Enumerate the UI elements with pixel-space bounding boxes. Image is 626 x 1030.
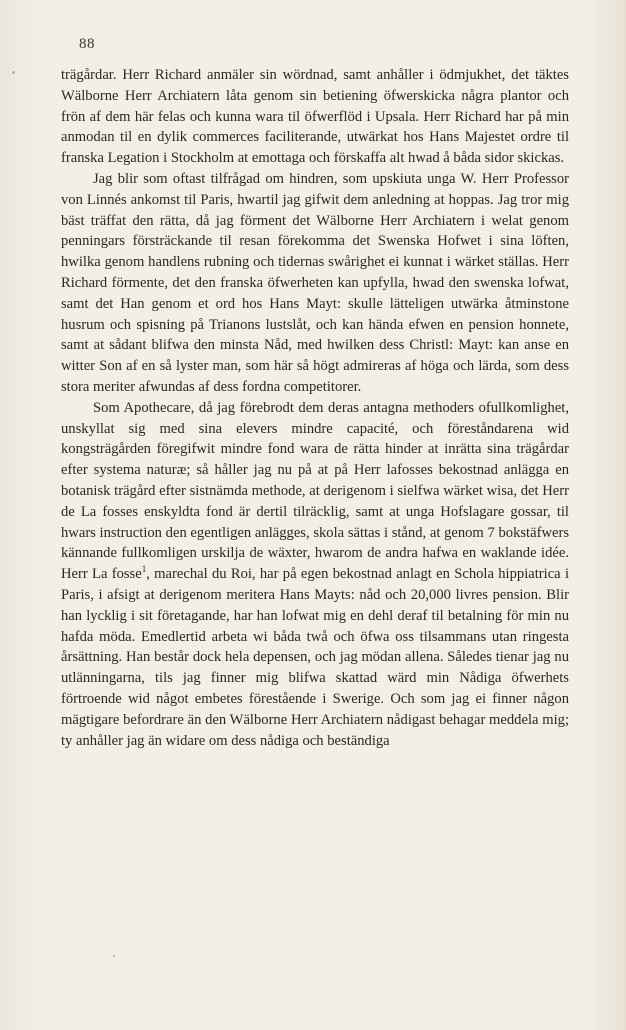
body-text (61, 65, 569, 751)
paper-speck (12, 71, 15, 74)
paragraph-3-text-end: , marechal du Roi, har på egen bekostnad anlagt en Schola hippiatrica i Paris, i afsigt at derigenom meritera Hans Mayts: nåd och 20,000 livres pension. Blir han lycklig i sit företagande, har han lofwat mig en dehl deraf til betalning för min nu hafda möda. Emedlertid arbeta wi båda twå och öfwa oss tilsammans utan ringesta årsättning. Han består dock hela depensen, och jag mödan allena. Således tienar jag nu utlänningarna, tils jag finner mig blifwa skattad wärd min Nådiga öfwerhets förtroende wid något embetes förestående i Swerige. Och som jag ei finner någon mägtigare befordrare än den Wälborne Herr Archiatern nådigast behagar meddela mig; ty anhåller jag än widare om dess nådiga och beständiga (61, 566, 570, 749)
paragraph-2: Jag blir som oftast tilfrågad om hindren, som upskiuta unga W. Herr Professor von Linnés ankomst til Paris, hwartil jag gifwit dem anledning at hoppas. Jag tror mig bäst träffat den rätta, då jag förment det Wälborne Herr Archiatern i welat genom penningars försträckande til resan förekomma det Swenska Hofwet i sina löften, hwilka genom handlens rubning och tidernas swårighet ei kunnat i wärket ställas. Herr Richard förmente, det den franska öfwerheten kan upfylla, hwad den swenska lofwat, samt det Han genom et ord hos Hans Mayt: skulle lätteligen utwärka åtminstone husrum och spisning på Trianons lustslåt, och kan hända efwen en pension honnete, samt at sådant blifwa den minsta Nåd, med hwilken dess Christl: Mayt: kan anse en witter Son af en så lyster man, som här så högt admireras af höga och lärda, som dess stora meriter afwundas af dess fordna competitorer. (61, 170, 569, 395)
paragraph-3 (61, 398, 569, 752)
paper-speck (113, 955, 115, 957)
paragraph-1: trägårdar. Herr Richard anmäler sin wördnad, samt anhåller i ödmjukhet, det täktes Wälborne Herr Archiatern låta genom sin betiening öfwerskicka några plantor och frön af dem här felas och kunna wara til öfwerflöd i Upsala. Herr Richard har på min anmodan til en dylik commerces faciliterande, utwärkat hos Hans Majestet ordre til franska Legation i Stockholm at emottaga och förskaffa alt hwad å båda sidor skickas. (61, 67, 569, 167)
paragraph-3-text-start: Som Apothecare, då jag förebrodt dem deras antagna methoders ofullkomlighet, unskyllat sig med sina elevers mindre capacité, och föreståndarena wid kongsträgården föregifwit mindre fond wara de rätta hinder at inrätta sina trägårdar efter systema naturæ; så håller jag nu på at på Herr lafosses bekostnad anlägga en botanisk trägård efter sistnämda methode, at derigenom i sielfwa wärket wisa, det Herr de La fosses enskyldta fond är dertil tilräcklig, samt at unga Hofslagare gossar, til hwars instruction den egentligen anlägges, skola sättas i stånd, at genom 7 bokstäfwers kännande fullkomligen urskilja de wäxter, hwarom de andra hafwa en waklande idée. Herr La fosse (61, 399, 569, 583)
page-number: 88 (79, 36, 95, 52)
footnote-marker: 1 (141, 564, 147, 575)
